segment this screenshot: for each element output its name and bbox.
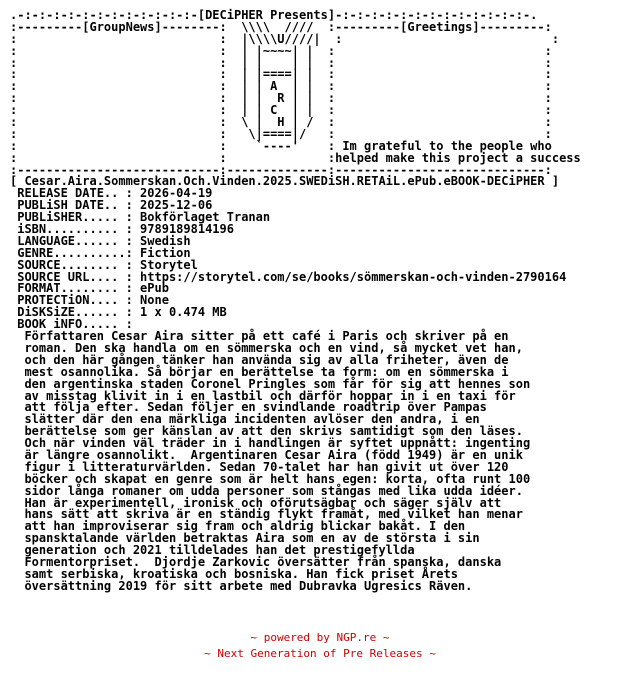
- nfo-line: SOURCE URL.... : https://storytel.com/se/books/sömmerskan-och-vinden-2790164: [10, 269, 567, 284]
- nfo-line: böcker och skapat en genre som är helt hans egen: korta, ofta runt 100: [10, 471, 531, 486]
- nfo-line: den argentinska staden Coronel Pringles som får för sig att hennes son: [10, 376, 531, 391]
- nfo-line: slätter där den ena märkliga incidenten avlöser den andra, i en: [10, 412, 480, 427]
- nfo-line: : : | |====| | : :: [10, 67, 552, 82]
- nfo-line: : : |\\\\U////| : :: [10, 31, 560, 46]
- credit-tagline: ~ Next Generation of Pre Releases ~: [204, 647, 436, 660]
- nfo-line: generation och 2021 tilldelades han det prestigefyllda: [10, 543, 415, 558]
- nfo-line: Och när vinden väl träder in i handlingen är syftet uppnått: ingenting: [10, 436, 531, 451]
- nfo-line: GENRE..........: Fiction: [10, 245, 191, 260]
- credit-powered-by: ~ powered by NGP.re ~: [250, 631, 390, 644]
- nfo-line: mest osannolika. Så börjar en berättelse ta form: om en sömmerska i: [10, 364, 509, 379]
- nfo-line: : : | | C | | : :: [10, 103, 552, 118]
- nfo-line: Formentorpriset. Djordje Zarkovic översätter från spanska, danska: [10, 554, 502, 569]
- nfo-line: Han är experimentell, ironisk och oförutsägbar och säger själv att: [10, 495, 502, 510]
- credits-footer: [0, 630, 640, 662]
- nfo-line: :---------[GroupNews]--------: \\\\ //// :---------[Greetings]---------:: [10, 19, 552, 34]
- nfo-line: att han improviserar sig fram och aldrig blickar bakåt. I den: [10, 519, 466, 534]
- nfo-line: : : \ | H | / : :: [10, 115, 552, 130]
- nfo-line: berättelse som ger känslan av att den skrivs samtidigt som den läses.: [10, 424, 523, 439]
- nfo-line: : : \|====|/ : :: [10, 126, 552, 141]
- nfo-line: PUBLiSHER..... : Bokförlaget Tranan: [10, 210, 271, 225]
- nfo-line: hans sätt att skriva är en ständig flykt framåt, med vilket han menar: [10, 507, 523, 522]
- nfo-line: översättning 2019 för sitt arbete med Dubravka Ugresics Räven.: [10, 578, 473, 593]
- nfo-line: : : | | | | : :: [10, 55, 552, 70]
- nfo-line: samt serbiska, kroatiska och bosniska. Han fick priset Årets: [10, 566, 458, 581]
- nfo-line: FORMAT........ : ePub: [10, 281, 169, 296]
- nfo-line: : : | | R | | : :: [10, 91, 552, 106]
- nfo-line: spansktalande världen betraktas Aira som en av de största i sin: [10, 531, 480, 546]
- nfo-line: [ Cesar.Aira.Sommerskan.Och.Vinden.2025.SWEDiSH.RETAiL.ePub.eBOOK-DECiPHER ]: [10, 174, 560, 189]
- nfo-line: .-:-:-:-:-:-:-:-:-:-:-:-:-[DECiPHER Presents]-:-:-:-:-:-:-:-:-:-:-:-:-:-.: [10, 8, 538, 22]
- nfo-line: DiSKSiZE...... : 1 x 0.474 MB: [10, 305, 227, 320]
- nfo-line: RELEASE DATE.. : 2026-04-19: [10, 186, 213, 201]
- nfo-line: SOURCE........ : Storytel: [10, 257, 198, 272]
- nfo-line: sidor långa romaner om udda personer som stångas med lika udda idéer.: [10, 483, 523, 498]
- nfo-line: roman. Den ska handla om en sömmerska och en vind, så mycket vet han,: [10, 340, 523, 355]
- nfo-line: PROTECTiON.... : None: [10, 293, 169, 308]
- nfo-line: av misstag klivit in i en lastbil och därför hoppar in i en taxi för: [10, 388, 516, 403]
- nfo-line: LANGUAGE...... : Swedish: [10, 233, 191, 248]
- nfo-line: BOOK iNFO..... :: [10, 317, 133, 332]
- nfo-line: : : | | A | | : :: [10, 79, 552, 94]
- nfo-line: PUBLiSH DATE.. : 2025-12-06: [10, 198, 213, 213]
- nfo-line: iSBN.......... : 9789189814196: [10, 222, 234, 237]
- nfo-line: : : :helped make this project a success: [10, 150, 581, 165]
- nfo-text-block: [10, 10, 581, 593]
- nfo-line: Författaren Cesar Aira sitter på ett café i Paris och skriver på en: [10, 329, 509, 344]
- nfo-line: är längre osannolikt. Argentinaren Cesar Aira (född 1949) är en unik: [10, 447, 523, 462]
- nfo-line: : : | |~~~~| | : :: [10, 43, 552, 58]
- nfo-line: figur i litteraturvärlden. Sedan 70-talet har han givit ut över 120: [10, 459, 509, 474]
- nfo-line: att följa efter. Sedan följer en svindlande roadtrip över Pampas: [10, 400, 487, 415]
- nfo-line: och den här gången tänker han använda sig av alla friheter, även de: [10, 352, 509, 367]
- nfo-line: :----------------------------:--------------:-----------------------------:: [10, 162, 552, 177]
- nfo-line: : : `----' : Im grateful to the people who: [10, 138, 552, 153]
